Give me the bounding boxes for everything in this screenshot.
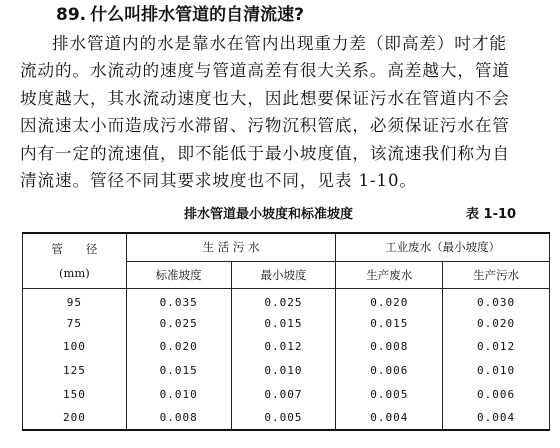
production-sewage-cell: 0.020 xyxy=(443,312,550,336)
table-number: 表 1-10 xyxy=(466,207,517,222)
table-row xyxy=(23,382,550,406)
slope-table xyxy=(22,232,550,431)
diameter-cell: 75 xyxy=(23,312,127,336)
paragraph-line: 内有一定的流速值，即不能低于最小坡度值，该流速我们称为自 xyxy=(20,143,510,163)
production-sewage-cell: 0.030 xyxy=(443,288,550,312)
standard-slope-header: 标准坡度 xyxy=(126,261,231,288)
diameter-cell: 150 xyxy=(23,382,127,406)
production-waste-cell: 0.015 xyxy=(336,312,443,336)
paragraph-line: 坡度越大，其水流动速度也大，因此想要保证污水在管道内不会 xyxy=(20,88,510,108)
production-sewage-cell: 0.012 xyxy=(443,335,550,359)
production-sewage-cell: 0.006 xyxy=(443,382,550,406)
diameter-unit: (mm) xyxy=(58,265,90,280)
minimum-slope-cell: 0.007 xyxy=(231,382,336,406)
production-waste-cell: 0.005 xyxy=(336,382,443,406)
domestic-sewage-header: 生 活 污 水 xyxy=(126,233,336,261)
production-waste-cell: 0.020 xyxy=(336,288,443,312)
table-row xyxy=(23,288,550,312)
industrial-waste-header: 工业废水（最小坡度） xyxy=(336,233,550,261)
production-waste-header: 生产废水 xyxy=(336,261,443,288)
production-sewage-cell: 0.010 xyxy=(443,359,550,383)
production-waste-cell: 0.006 xyxy=(336,359,443,383)
standard-slope-cell: 0.015 xyxy=(126,359,231,383)
minimum-slope-cell: 0.012 xyxy=(231,335,336,359)
standard-slope-cell: 0.035 xyxy=(126,288,231,312)
diameter-cell: 200 xyxy=(23,406,127,430)
question-title: 什么叫排水管道的自清流速? xyxy=(90,5,304,25)
minimum-slope-header: 最小坡度 xyxy=(231,261,336,288)
production-sewage-cell: 0.004 xyxy=(443,406,550,430)
table-header-row xyxy=(23,233,550,261)
production-sewage-header: 生产污水 xyxy=(443,261,550,288)
minimum-slope-cell: 0.010 xyxy=(231,359,336,383)
standard-slope-cell: 0.008 xyxy=(126,406,231,430)
standard-slope-cell: 0.025 xyxy=(126,312,231,336)
answer-paragraph xyxy=(20,30,552,194)
paragraph-line: 因流速太小而造成污水滞留、污物沉积管底，必须保证污水在管 xyxy=(20,116,510,136)
table-title: 排水管道最小坡度和标准坡度 xyxy=(184,207,354,222)
diameter-cell: 100 xyxy=(23,335,127,359)
table-row xyxy=(23,406,550,430)
diameter-header xyxy=(23,233,127,288)
diameter-cell: 95 xyxy=(23,288,127,312)
paragraph-line: 排水管道内的水是靠水在管内出现重力差（即高差）吋才能 xyxy=(52,34,507,53)
diameter-cell: 125 xyxy=(23,359,127,383)
standard-slope-cell: 0.010 xyxy=(126,382,231,406)
minimum-slope-cell: 0.015 xyxy=(231,312,336,336)
paragraph-line: 流动的。水流动的速度与管道高差有很大关系。高差越大，管道 xyxy=(20,61,510,81)
table-row xyxy=(23,335,550,359)
minimum-slope-cell: 0.005 xyxy=(231,406,336,430)
standard-slope-cell: 0.020 xyxy=(126,335,231,359)
diameter-label: 管 径 xyxy=(51,241,98,256)
paragraph-line: 清流速。管径不同其要求坡度也不同，见表 1-10。 xyxy=(20,171,417,191)
production-waste-cell: 0.004 xyxy=(336,406,443,430)
minimum-slope-cell: 0.025 xyxy=(231,288,336,312)
question-heading xyxy=(56,4,304,26)
table-row xyxy=(23,359,550,383)
production-waste-cell: 0.008 xyxy=(336,335,443,359)
table-row xyxy=(23,312,550,336)
question-number: 89. xyxy=(56,5,87,25)
